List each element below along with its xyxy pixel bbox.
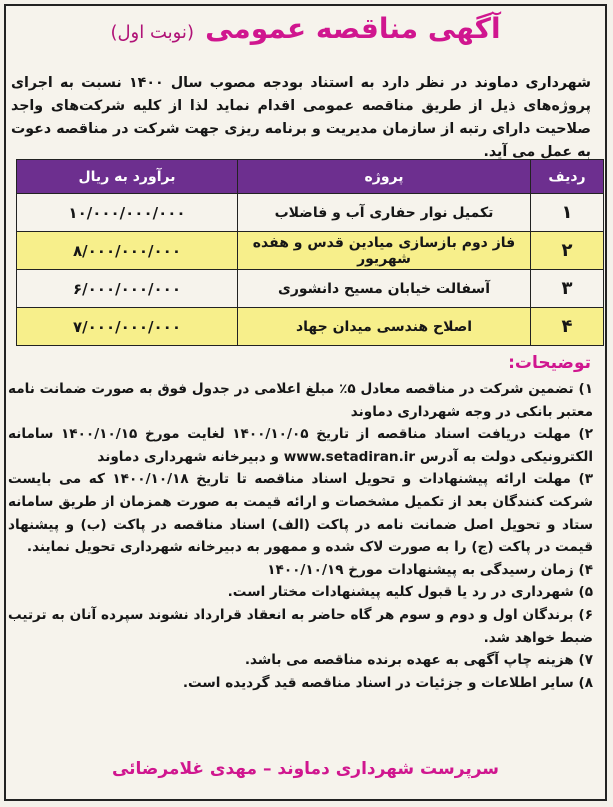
notes-list bbox=[8, 378, 593, 694]
table-row bbox=[17, 270, 604, 308]
row-number: ۳ bbox=[531, 270, 604, 308]
row-estimate: ۱۰/۰۰۰/۰۰۰/۰۰۰ bbox=[17, 194, 238, 232]
projects-table bbox=[16, 159, 604, 346]
table-row bbox=[17, 194, 604, 232]
row-project: اصلاح هندسی میدان جهاد bbox=[238, 308, 531, 346]
list-item: ۷) هزینه چاپ آگهی به عهده برنده مناقصه می باشد. bbox=[244, 652, 593, 669]
row-number: ۲ bbox=[531, 232, 604, 270]
table-row bbox=[17, 232, 604, 270]
header-row-number: ردیف bbox=[531, 160, 604, 194]
row-estimate: ۶/۰۰۰/۰۰۰/۰۰۰ bbox=[17, 270, 238, 308]
table-row bbox=[17, 308, 604, 346]
intro-lead: شهرداری دماوند bbox=[474, 75, 591, 91]
row-estimate: ۸/۰۰۰/۰۰۰/۰۰۰ bbox=[17, 232, 238, 270]
header-project: پروژه bbox=[238, 160, 531, 194]
signature: سرپرست شهرداری دماوند – مهدی غلامرضائی bbox=[111, 759, 500, 779]
list-item: ۱) تضمین شرکت در مناقصه معادل ۵٪ مبلغ اعلامی در جدول فوق به صورت ضمانت نامه معتبر بانکی در وجه شهرداری دماوند bbox=[8, 381, 594, 420]
list-item: ۶) برندگان اول و دوم و سوم هر گاه حاضر به انعقاد قرارداد نشوند سپرده آنان به ترتیب ضبط خواهد شد. bbox=[8, 606, 593, 646]
row-project: فاز دوم بازسازی میادین قدس و هفده شهریور bbox=[238, 232, 531, 270]
list-item: ۳) مهلت ارائه پیشنهادات و تحویل اسناد مناقصه تا تاریخ ۱۴۰۰/۱۰/۱۸ که می بایست شرکت کنندگان بعد از تکمیل مشخصات و ارائه قیمت به صورت همزمان از طریق سامانه ستاد و تحویل اصل ضمانت نامه در پاکت (الف) اسناد مناقصه در پاکت (ب) و پیشنهاد قیمت در پاکت (ج) را به صورت لاک شده و ممهور به دبیرخانه شهرداری تحویل نمایند. bbox=[8, 471, 593, 556]
row-number: ۱ bbox=[531, 194, 604, 232]
list-item: ۲) مهلت دریافت اسناد مناقصه از تاریخ ۱۴۰۰/۱۰/۰۵ لغایت مورخ ۱۴۰۰/۱۰/۱۵ سامانه الکترونیکی دولت به آدرس www.setadiran.ir و دبیرخانه شهرداری دماوند bbox=[8, 426, 593, 465]
header-estimate: برآورد به ریال bbox=[17, 160, 238, 194]
title-block bbox=[6, 12, 605, 45]
intro-paragraph bbox=[11, 72, 591, 164]
page-subtitle: (نوبت اول) bbox=[110, 22, 194, 43]
row-number: ۴ bbox=[531, 308, 604, 346]
row-estimate: ۷/۰۰۰/۰۰۰/۰۰۰ bbox=[17, 308, 238, 346]
row-project: تکمیل نوار حفاری آب و فاضلاب bbox=[238, 194, 531, 232]
list-item: ۸) سایر اطلاعات و جزئیات در اسناد مناقصه قید گردیده است. bbox=[182, 674, 593, 691]
notes-title: توضیحات: bbox=[508, 353, 591, 373]
announcement-frame bbox=[4, 4, 607, 801]
table-header-row bbox=[17, 160, 604, 194]
page-title: آگهی مناقصه عمومی bbox=[205, 12, 501, 45]
row-project: آسفالت خیابان مسیح دانشوری bbox=[238, 270, 531, 308]
intro-text: در نظر دارد به استناد بودجه مصوب سال ۱۴۰۰ نسبت به اجرای پروژه‌های ذیل از طریق مناقصه عمومی اقدام نماید لذا از کلیه شرکت‌های واجد صلاحیت دارای رتبه از سازمان مدیریت و برنامه ریزی جهت شرکت در مناقصه دعوت به عمل می آید. bbox=[11, 75, 591, 160]
list-item: ۵) شهرداری در رد یا قبول کلیه پیشنهادات مختار است. bbox=[227, 584, 593, 601]
list-item: ۴) زمان رسیدگی به پیشنهادات مورخ ۱۴۰۰/۱۰/۱۹ bbox=[267, 561, 593, 578]
